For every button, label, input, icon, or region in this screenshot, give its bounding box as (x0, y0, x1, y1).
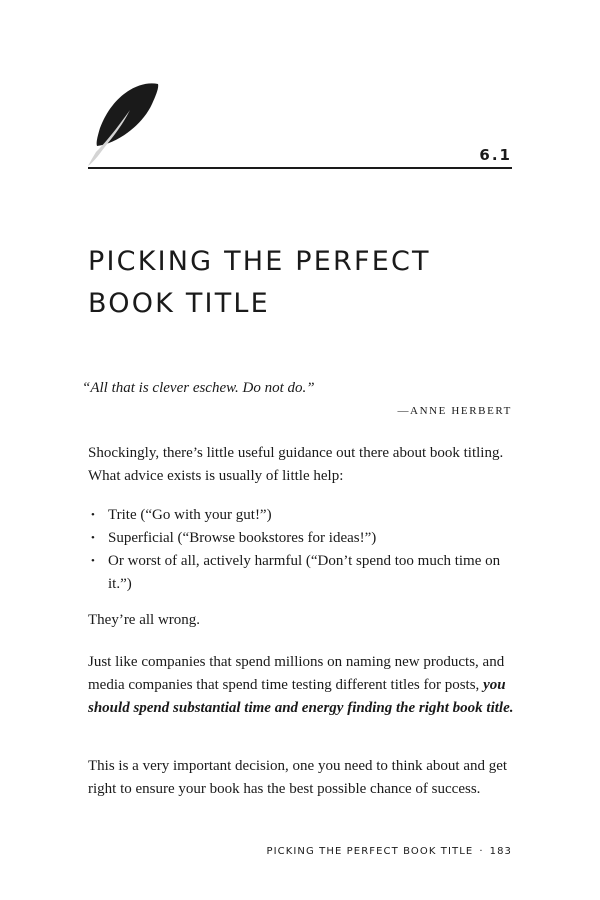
list-item: • Superficial (“Browse bookstores for ideas!”) (88, 527, 514, 550)
header-rule (88, 167, 512, 169)
page-number: 183 (489, 846, 512, 857)
companies-paragraph (88, 651, 514, 720)
decision-paragraph: This is a very important decision, one you need to think about and get right to ensure your book has the best possible chance of success. (88, 758, 508, 797)
chapter-number: 6.1 (479, 146, 512, 164)
wrong-paragraph: They’re all wrong. (88, 612, 201, 628)
list-item: • Or worst of all, actively harmful (“Don’t spend too much time on it.”) (88, 550, 514, 596)
title-line-2: BOOK TITLE (88, 288, 270, 319)
emphasis-text: you should spend substantial time and energy finding the right book title. (88, 677, 514, 716)
title-line-1: PICKING THE PERFECT (88, 246, 431, 277)
list-item: • Trite (“Go with your gut!”) (88, 504, 514, 527)
epigraph-quote: “All that is clever eschew. Do not do.” (82, 380, 315, 396)
footer-separator: · (479, 846, 484, 857)
intro-paragraph: Shockingly, there’s little useful guidance out there about book titling. What advice exists is usually of little help: (88, 445, 504, 484)
footer-title: PICKING THE PERFECT BOOK TITLE (266, 846, 474, 857)
advice-list (88, 504, 514, 596)
epigraph-attribution: —ANNE HERBERT (397, 405, 512, 417)
running-footer (266, 846, 512, 857)
page-title (88, 241, 528, 325)
quill-feather-icon (86, 82, 162, 168)
companies-text: Just like companies that spend millions on naming new products, and media companies that spend time testing different titles for posts, (88, 654, 505, 693)
